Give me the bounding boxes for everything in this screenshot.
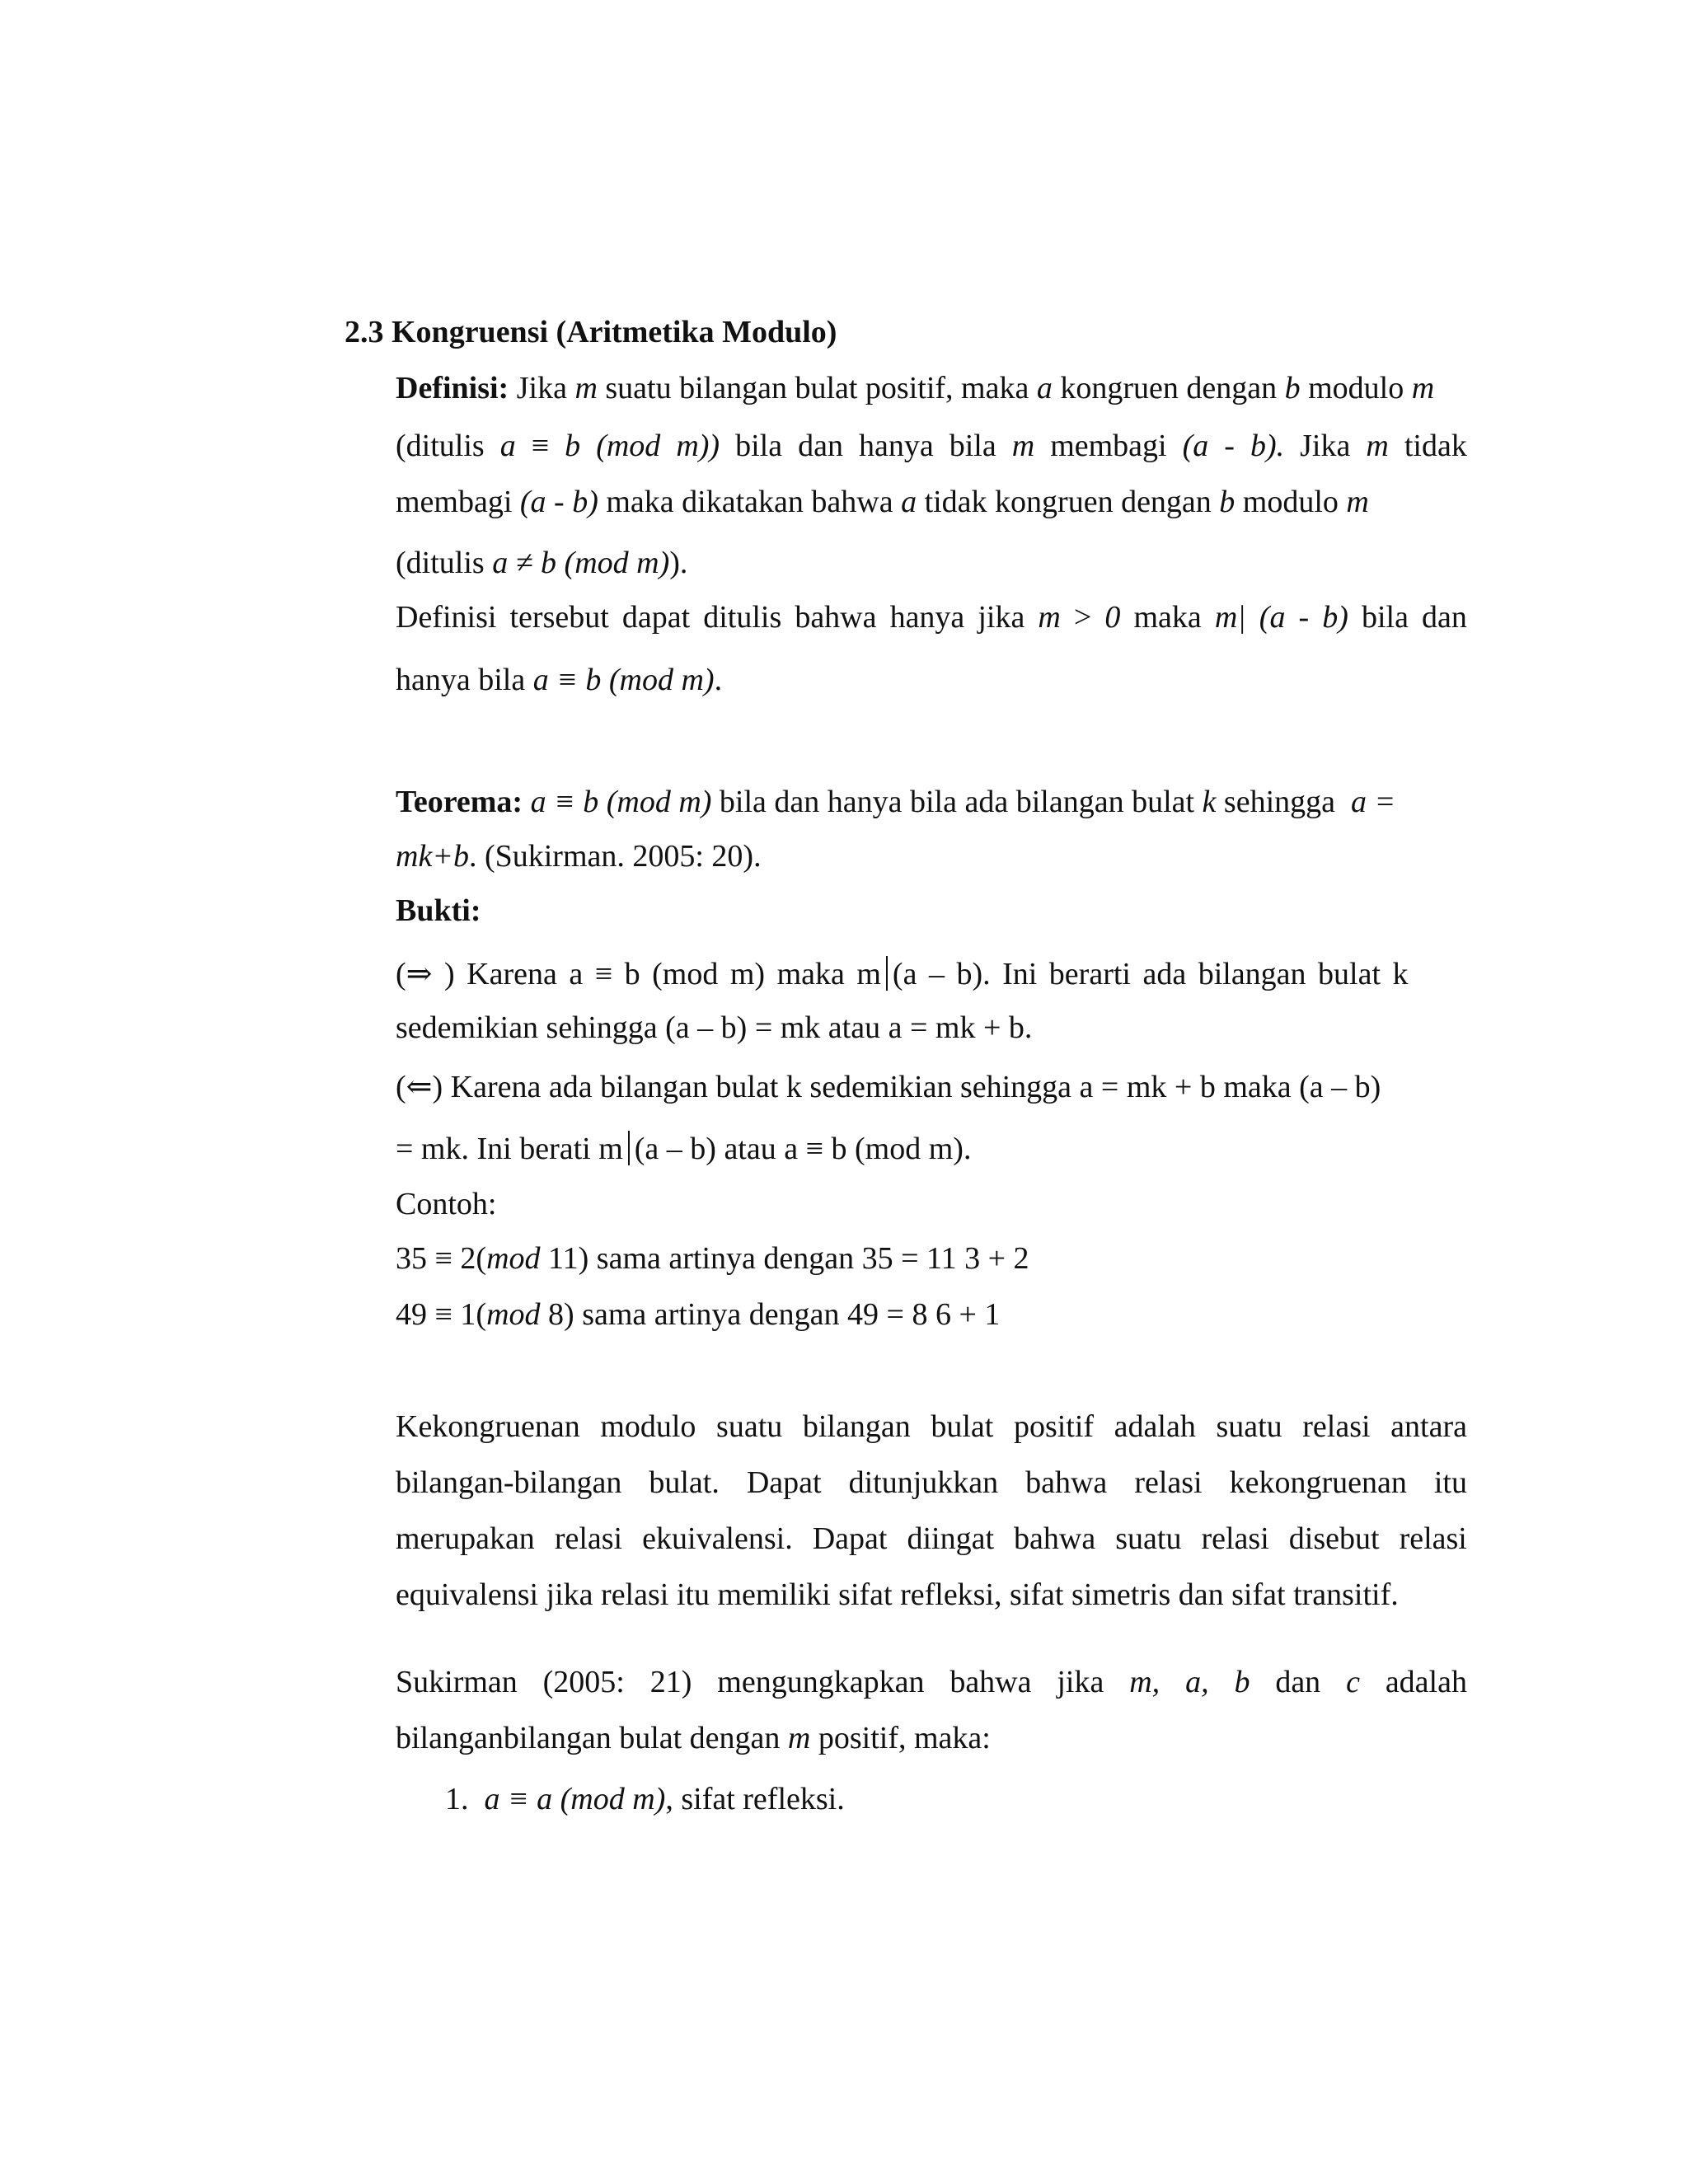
text: ). bbox=[669, 546, 688, 580]
var: m bbox=[1366, 429, 1389, 463]
definition-line-2 bbox=[396, 430, 1467, 462]
text: maka dikatakan bahwa bbox=[606, 485, 893, 519]
text: bila dan hanya bila ada bilangan bulat bbox=[719, 785, 1195, 819]
text: hanya bbox=[889, 600, 965, 635]
text: adalah bbox=[1114, 1409, 1196, 1444]
text: adalah bbox=[1385, 1665, 1467, 1699]
var: (a bbox=[1259, 600, 1286, 635]
var: b bbox=[565, 429, 581, 463]
text: kekongruenan bbox=[1229, 1465, 1407, 1500]
var: a, bbox=[1185, 1665, 1209, 1699]
text: diingat bbox=[907, 1521, 995, 1556]
text: modulo bbox=[1308, 371, 1404, 405]
theorem-line-1 bbox=[396, 786, 1395, 818]
text: antara bbox=[1390, 1409, 1467, 1444]
text: Dapat bbox=[812, 1521, 888, 1556]
text: . bbox=[714, 663, 723, 697]
text: dan bbox=[798, 429, 843, 463]
var: (mod bbox=[596, 429, 661, 463]
text: positif bbox=[1013, 1409, 1095, 1444]
text: membagi bbox=[396, 485, 513, 519]
var: m bbox=[574, 371, 598, 405]
theorem-label: Teorema: bbox=[396, 785, 523, 819]
var: mod bbox=[486, 1297, 541, 1332]
var: b). bbox=[1250, 429, 1285, 463]
text: suatu bbox=[716, 1409, 783, 1444]
text: suatu bbox=[1115, 1521, 1182, 1556]
definition-label: Definisi: bbox=[396, 371, 509, 405]
text: ditunjukkan bbox=[848, 1465, 999, 1500]
text: (2005: bbox=[542, 1665, 625, 1699]
definition-line-3 bbox=[396, 486, 1369, 518]
text: ditulis bbox=[703, 600, 782, 635]
var: a = bbox=[1351, 785, 1396, 819]
proof-line-1 bbox=[396, 956, 1409, 991]
text: Kekongruenan bbox=[396, 1409, 580, 1444]
var: a bbox=[499, 429, 516, 463]
var: a bbox=[1036, 371, 1053, 405]
text: Dapat bbox=[746, 1465, 822, 1500]
var: (a bbox=[1182, 429, 1209, 463]
text: 21) bbox=[649, 1665, 692, 1699]
text: . (Sukirman. 2005: 20). bbox=[468, 839, 762, 874]
text: = mk. Ini berati m bbox=[396, 1132, 623, 1166]
text: > bbox=[1073, 600, 1092, 635]
var: (a - b) bbox=[519, 485, 598, 519]
proof-label-line bbox=[396, 895, 481, 926]
section-number: 2.3 bbox=[345, 315, 384, 349]
text: (ditulis bbox=[396, 546, 485, 580]
proof-line-3 bbox=[396, 1071, 1381, 1103]
example-1 bbox=[396, 1243, 1029, 1274]
var: 0 bbox=[1104, 600, 1121, 635]
proof-label: Bukti: bbox=[396, 893, 481, 928]
text: 11) sama artinya dengan 35 = 11 3 + 2 bbox=[540, 1241, 1029, 1276]
theorem-line-2 bbox=[396, 841, 762, 872]
para2-line-2 bbox=[396, 1722, 991, 1754]
text: (a – b). Ini berarti ada bilangan bulat k bbox=[892, 957, 1409, 991]
var: m bbox=[787, 1721, 811, 1755]
list-item bbox=[445, 1783, 845, 1815]
var: a bbox=[901, 485, 917, 519]
list-number: 1. bbox=[445, 1782, 469, 1816]
text: equivalensi jika relasi itu memiliki sifat refleksi, sifat simetris dan sifat transitif. bbox=[396, 1577, 1399, 1612]
text: maka bbox=[1133, 600, 1202, 635]
text: modulo bbox=[1242, 485, 1339, 519]
text: merupakan bbox=[396, 1521, 535, 1556]
var: mod bbox=[486, 1241, 541, 1276]
text: modulo bbox=[600, 1409, 696, 1444]
para1-line-3 bbox=[396, 1523, 1467, 1554]
var: m bbox=[1346, 485, 1369, 519]
definition-line-1 bbox=[396, 373, 1434, 404]
proof-line-2 bbox=[396, 1012, 1032, 1043]
para1-line-4 bbox=[396, 1579, 1399, 1610]
var: m| bbox=[1214, 600, 1246, 635]
example-label bbox=[396, 1188, 496, 1220]
text: disebut bbox=[1288, 1521, 1380, 1556]
text: suatu bilangan bulat positif, maka bbox=[605, 371, 1029, 405]
text: relasi bbox=[1134, 1465, 1203, 1500]
text: bahwa bbox=[1025, 1465, 1108, 1500]
definition-line-4 bbox=[396, 547, 687, 579]
section-heading bbox=[345, 316, 837, 348]
text: dapat bbox=[621, 600, 691, 635]
text: Contoh: bbox=[396, 1187, 497, 1221]
var: a ≡ a (mod m) bbox=[484, 1782, 666, 1816]
text: ekuivalensi. bbox=[642, 1521, 793, 1556]
text: 8) sama artinya dengan 49 = 8 6 + 1 bbox=[540, 1297, 1001, 1332]
example-2 bbox=[396, 1299, 1000, 1330]
text: bulat bbox=[931, 1409, 994, 1444]
text: Definisi bbox=[396, 600, 497, 635]
text: kongruen dengan bbox=[1060, 371, 1278, 405]
var: b) bbox=[1322, 600, 1348, 635]
text: ≡ bbox=[531, 429, 550, 463]
text: bila bbox=[949, 429, 996, 463]
definition-line-5 bbox=[396, 602, 1467, 633]
section-title: Kongruensi (Aritmetika Modulo) bbox=[392, 315, 837, 349]
var: c bbox=[1346, 1665, 1360, 1699]
text: , sifat refleksi. bbox=[665, 1782, 845, 1816]
proof-line-4 bbox=[396, 1131, 971, 1165]
text: dan bbox=[1422, 600, 1467, 635]
text: (⇒ ) Karena a ≡ b (mod m) maka m bbox=[396, 957, 881, 991]
var: m bbox=[1011, 429, 1035, 463]
text: jika bbox=[1057, 1665, 1104, 1699]
text: (ditulis bbox=[396, 429, 485, 463]
text: positif, maka: bbox=[818, 1721, 991, 1755]
text: hanya bila bbox=[396, 663, 526, 697]
var: - bbox=[1298, 600, 1310, 635]
para1-line-1 bbox=[396, 1411, 1467, 1442]
var: m bbox=[1038, 600, 1061, 635]
text: dan bbox=[1275, 1665, 1321, 1699]
text: (⇐) Karena ada bilangan bulat k sedemikian sehingga a = mk + b maka (a – b) bbox=[396, 1070, 1381, 1104]
var: m, bbox=[1129, 1665, 1160, 1699]
text: Sukirman bbox=[396, 1665, 518, 1699]
text: tidak bbox=[1404, 429, 1467, 463]
text: tidak kongruen dengan bbox=[924, 485, 1212, 519]
text: jika bbox=[978, 600, 1025, 635]
text: bahwa bbox=[950, 1665, 1032, 1699]
var: m bbox=[1411, 371, 1435, 405]
text: hanya bbox=[858, 429, 934, 463]
divides-bar bbox=[886, 956, 888, 991]
text: bila bbox=[735, 429, 783, 463]
text: relasi bbox=[1399, 1521, 1467, 1556]
text: bulat. bbox=[649, 1465, 720, 1500]
text: relasi bbox=[554, 1521, 623, 1556]
text: sehingga bbox=[1223, 785, 1335, 819]
var: mk+b bbox=[396, 839, 469, 874]
var: b bbox=[1284, 371, 1301, 405]
text: bilangan bbox=[802, 1409, 911, 1444]
text: 49 ≡ 1( bbox=[396, 1297, 487, 1332]
var: m)) bbox=[676, 429, 720, 463]
text: membagi bbox=[1050, 429, 1167, 463]
text: bila bbox=[1361, 600, 1409, 635]
text: bahwa bbox=[1014, 1521, 1096, 1556]
var: a ≠ b (mod m) bbox=[492, 546, 670, 580]
para2-line-1 bbox=[396, 1666, 1467, 1698]
text: (a – b) atau a ≡ b (mod m). bbox=[634, 1132, 972, 1166]
var: ≡ b (mod m) bbox=[556, 663, 715, 697]
text: bilangan-bilangan bbox=[396, 1465, 622, 1500]
var: a bbox=[532, 663, 549, 697]
var: b bbox=[1219, 485, 1236, 519]
var: b bbox=[1234, 1665, 1250, 1699]
var: ≡ b (mod m) bbox=[554, 785, 712, 819]
definition-line-6 bbox=[396, 664, 722, 696]
text: itu bbox=[1433, 1465, 1467, 1500]
divides-bar bbox=[628, 1131, 630, 1165]
var: - bbox=[1224, 429, 1235, 463]
text: bahwa bbox=[795, 600, 877, 635]
text: tersebut bbox=[509, 600, 609, 635]
var: k bbox=[1202, 785, 1217, 819]
var: a bbox=[530, 785, 546, 819]
text: relasi bbox=[1302, 1409, 1371, 1444]
text: relasi bbox=[1201, 1521, 1269, 1556]
text: Jika bbox=[516, 371, 567, 405]
text: bilanganbilangan bulat dengan bbox=[396, 1721, 781, 1755]
text: Jika bbox=[1300, 429, 1351, 463]
text: mengungkapkan bbox=[717, 1665, 925, 1699]
text: 35 ≡ 2( bbox=[396, 1241, 487, 1276]
para1-line-2 bbox=[396, 1467, 1467, 1498]
text: sedemikian sehingga (a – b) = mk atau a = mk + b. bbox=[396, 1010, 1033, 1045]
text: suatu bbox=[1216, 1409, 1282, 1444]
